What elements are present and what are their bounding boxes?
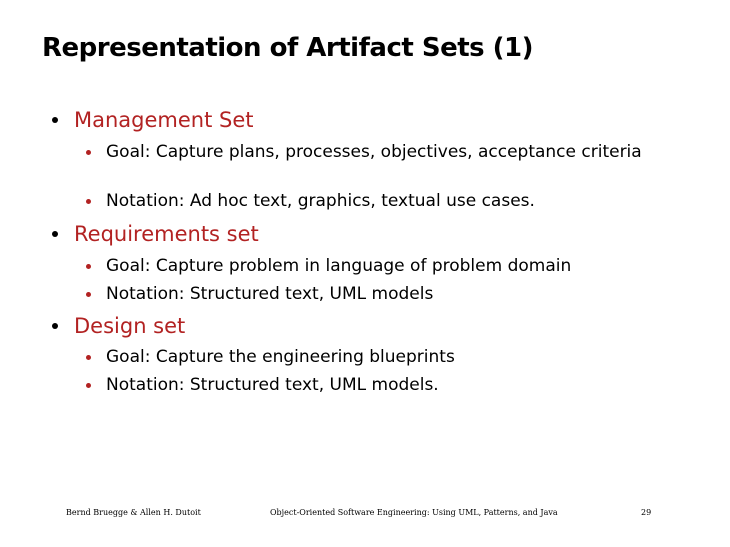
sub-bullet-dot: [86, 292, 91, 297]
sub-bullet-dot: [86, 383, 91, 388]
section-heading: Management Set: [74, 108, 254, 132]
sub-bullet-dot: [86, 150, 91, 155]
footer-authors: Bernd Bruegge & Allen H. Dutoit: [66, 508, 201, 517]
sub-bullet-dot: [86, 355, 91, 360]
footer-book-title: Object-Oriented Software Engineering: Using UML, Patterns, and Java: [270, 508, 558, 517]
sub-bullet-text: Notation: Structured text, UML models.: [106, 375, 439, 395]
page-number: 29: [641, 508, 652, 517]
sub-bullet-text: Goal: Capture plans, processes, objectives, acceptance criteria: [106, 142, 642, 162]
section-heading: Requirements set: [74, 222, 259, 246]
bullet-dot: [52, 231, 58, 237]
bullet-dot: [52, 323, 58, 329]
bullet-dot: [52, 117, 58, 123]
sub-bullet-text: Goal: Capture the engineering blueprints: [106, 347, 455, 367]
slide-title: Representation of Artifact Sets (1): [42, 33, 534, 63]
section-heading: Design set: [74, 314, 186, 338]
sub-bullet-text: Notation: Ad hoc text, graphics, textual use cases.: [106, 191, 535, 211]
sub-bullet-dot: [86, 199, 91, 204]
sub-bullet-text: Goal: Capture problem in language of problem domain: [106, 256, 572, 276]
sub-bullet-text: Notation: Structured text, UML models: [106, 284, 434, 304]
sub-bullet-dot: [86, 264, 91, 269]
